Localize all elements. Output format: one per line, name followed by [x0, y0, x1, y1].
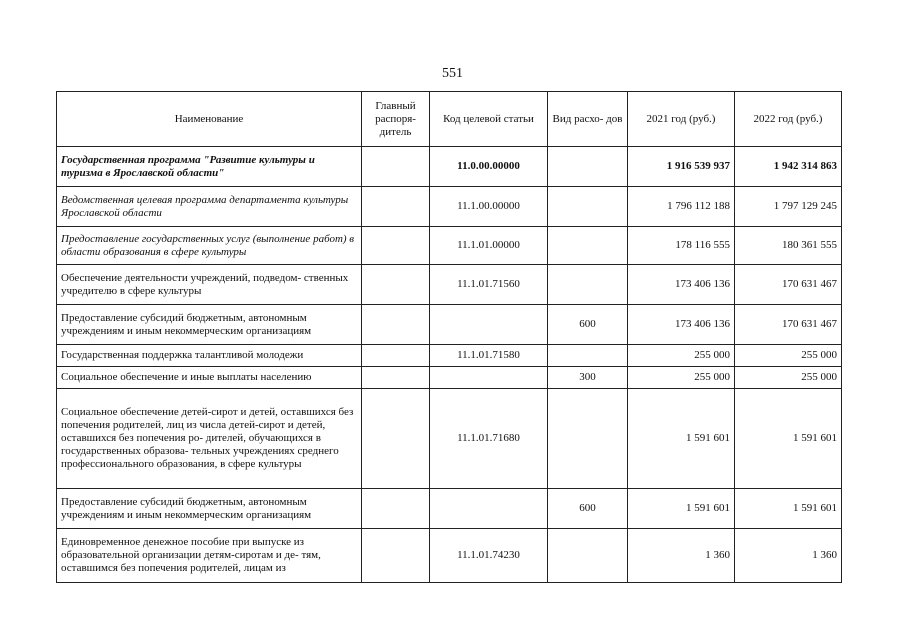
row-manager: [362, 187, 430, 227]
row-code: 11.1.01.00000: [430, 227, 548, 265]
table-row: [57, 367, 842, 389]
row-2022: 1 591 601: [735, 489, 842, 529]
row-manager: [362, 345, 430, 367]
row-expense-type: 600: [548, 305, 628, 345]
row-2021: 255 000: [628, 345, 735, 367]
row-2022: 255 000: [735, 345, 842, 367]
header-manager: Главный распоря- дитель: [362, 92, 430, 147]
table-row: [57, 305, 842, 345]
row-name: Предоставление субсидий бюджетным, автономным учреждениям и иным некоммерческим организациям: [57, 305, 362, 345]
row-manager: [362, 367, 430, 389]
header-2021: 2021 год (руб.): [628, 92, 735, 147]
page-number: 551: [442, 66, 463, 81]
row-code: 11.1.01.74230: [430, 529, 548, 583]
row-expense-type: 300: [548, 367, 628, 389]
table-row: [57, 265, 842, 305]
row-expense-type: [548, 227, 628, 265]
row-2022: 1 591 601: [735, 389, 842, 489]
row-2021: 173 406 136: [628, 305, 735, 345]
row-code: 11.0.00.00000: [430, 147, 548, 187]
table-row: [57, 227, 842, 265]
row-2021: 1 916 539 937: [628, 147, 735, 187]
header-expense-type: Вид расхо- дов: [548, 92, 628, 147]
row-code: 11.1.01.71680: [430, 389, 548, 489]
row-expense-type: [548, 529, 628, 583]
table-row: [57, 489, 842, 529]
row-expense-type: [548, 147, 628, 187]
row-name: Обеспечение деятельности учреждений, подведом- ственных учредителю в сфере культуры: [57, 265, 362, 305]
row-manager: [362, 305, 430, 345]
row-code: 11.1.00.00000: [430, 187, 548, 227]
row-code: 11.1.01.71560: [430, 265, 548, 305]
row-expense-type: [548, 187, 628, 227]
row-2022: 180 361 555: [735, 227, 842, 265]
table-header-row: [57, 92, 842, 147]
row-name: Ведомственная целевая программа департамента культуры Ярославской области: [57, 187, 362, 227]
header-name: Наименование: [57, 92, 362, 147]
row-expense-type: [548, 345, 628, 367]
row-name: Социальное обеспечение и иные выплаты населению: [57, 367, 362, 389]
row-2021: 1 360: [628, 529, 735, 583]
row-name: Государственная поддержка талантливой молодежи: [57, 345, 362, 367]
row-2021: 255 000: [628, 367, 735, 389]
row-name: Государственная программа "Развитие культуры и туризма в Ярославской области": [57, 147, 362, 187]
row-name: Предоставление субсидий бюджетным, автономным учреждениям и иным некоммерческим организациям: [57, 489, 362, 529]
row-code: [430, 305, 548, 345]
table-row: [57, 187, 842, 227]
table-row: [57, 345, 842, 367]
row-name: Единовременное денежное пособие при выпуске из образовательной организации детям-сиротам и де- тям, оставшимся без попечения родителей, лицам из: [57, 529, 362, 583]
row-2022: 170 631 467: [735, 265, 842, 305]
table-row: [57, 389, 842, 489]
row-name: Предоставление государственных услуг (выполнение работ) в области образования в сфере культуры: [57, 227, 362, 265]
row-2022: 255 000: [735, 367, 842, 389]
row-2022: 1 360: [735, 529, 842, 583]
row-2022: 1 942 314 863: [735, 147, 842, 187]
row-manager: [362, 147, 430, 187]
row-code: [430, 367, 548, 389]
table-row: [57, 147, 842, 187]
row-manager: [362, 489, 430, 529]
row-2021: 173 406 136: [628, 265, 735, 305]
table-row: [57, 529, 842, 583]
row-expense-type: 600: [548, 489, 628, 529]
row-2022: 1 797 129 245: [735, 187, 842, 227]
header-code: Код целевой статьи: [430, 92, 548, 147]
header-2022: 2022 год (руб.): [735, 92, 842, 147]
row-2021: 1 591 601: [628, 489, 735, 529]
budget-table: [56, 91, 842, 583]
row-manager: [362, 265, 430, 305]
row-2021: 1 591 601: [628, 389, 735, 489]
row-manager: [362, 389, 430, 489]
row-code: 11.1.01.71580: [430, 345, 548, 367]
row-manager: [362, 227, 430, 265]
row-2021: 1 796 112 188: [628, 187, 735, 227]
row-expense-type: [548, 265, 628, 305]
row-name: Социальное обеспечение детей-сирот и детей, оставшихся без попечения родителей, лиц из числа детей-сирот и детей, оставшихся без попечения ро- дителей, обучающихся в государственных образова- тельных учреждениях среднего профессионального образования, в сфере культуры: [57, 389, 362, 489]
row-2022: 170 631 467: [735, 305, 842, 345]
row-manager: [362, 529, 430, 583]
row-expense-type: [548, 389, 628, 489]
row-code: [430, 489, 548, 529]
row-2021: 178 116 555: [628, 227, 735, 265]
